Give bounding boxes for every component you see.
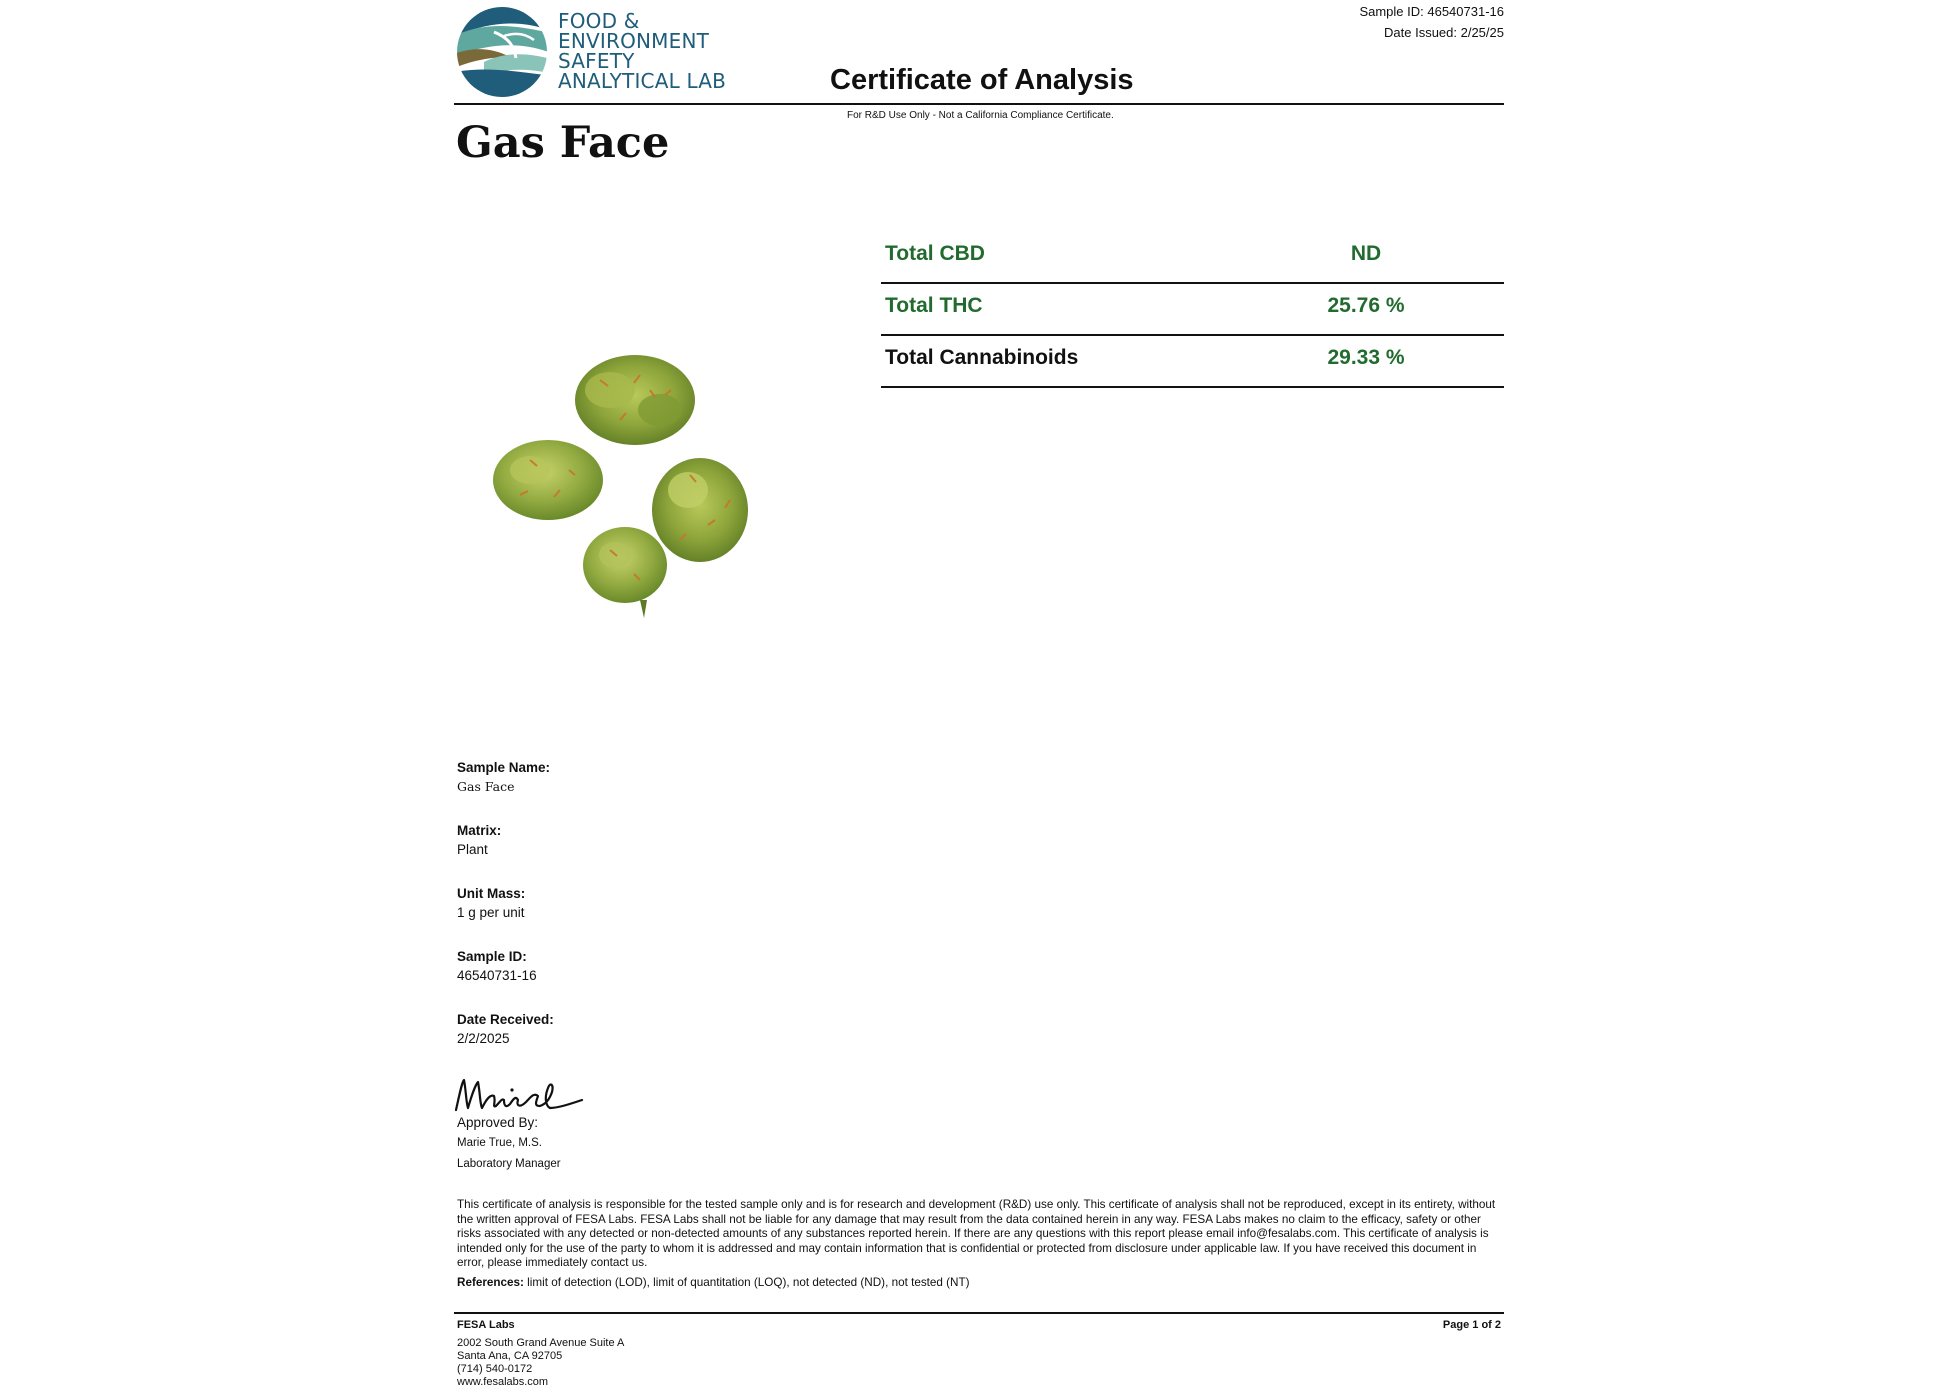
info-label: Sample ID: <box>457 949 527 964</box>
info-label: Matrix: <box>457 823 502 838</box>
info-label: Sample Name: <box>457 760 551 775</box>
footer-divider <box>454 1312 1504 1314</box>
info-date-received <box>457 1012 957 1075</box>
address-line: Santa Ana, CA 92705 <box>457 1350 563 1362</box>
info-label: Unit Mass: <box>457 886 526 901</box>
summary-label: Total CBD <box>885 242 985 265</box>
approver-title: Laboratory Manager <box>457 1158 561 1170</box>
logo-line-2: ENVIRONMENT <box>558 29 710 53</box>
logo-line-1: FOOD & <box>558 9 640 33</box>
info-value: 1 g per unit <box>457 905 525 920</box>
header-sample-id: Sample ID: 46540731-16 <box>1359 4 1504 19</box>
cannabis-buds-image <box>490 350 760 620</box>
address-line: 2002 South Grand Avenue Suite A <box>457 1337 625 1349</box>
references-label: References: <box>457 1276 524 1289</box>
info-value: Gas Face <box>457 779 515 794</box>
info-value: 2/2/2025 <box>457 1031 510 1046</box>
logo-wordmark <box>558 11 726 91</box>
summary-label: Total Cannabinoids <box>885 346 1079 369</box>
summary-label: Total THC <box>885 294 983 317</box>
header-date-issued: Date Issued: 2/25/25 <box>1384 25 1504 40</box>
compliance-note: For R&D Use Only - Not a California Compliance Certificate. <box>847 110 1114 121</box>
header-divider <box>454 103 1504 105</box>
summary-row-total-cannabinoids <box>881 336 1504 388</box>
logo-line-3: SAFETY <box>558 49 635 73</box>
info-sample-name <box>457 760 957 823</box>
approver-name: Marie True, M.S. <box>457 1137 542 1149</box>
logo-mark-icon <box>454 2 554 100</box>
info-matrix <box>457 823 957 886</box>
summary-value: 25.76 % <box>1327 294 1405 317</box>
info-sample-id <box>457 949 957 1012</box>
logo-line-4: ANALYTICAL LAB <box>558 69 727 93</box>
references-text: limit of detection (LOD), limit of quantitation (LOQ), not detected (ND), not tested (NT) <box>527 1276 970 1289</box>
disclaimer-text: This certificate of analysis is responsible for the tested sample only and is for research and development (R&D) use only. This certificate of analysis shall not be reproduced, except in its entirety, without the written approval of FESA Labs. FESA Labs shall not be liable for any damage that may result from the data contained herein in any way. FESA Labs makes no claim to the efficacy, safety or other risks associated with any detected or non-detected amounts of any substances reported herein. If there are any questions with this report please email info@fesalabs.com. This certificate of analysis is intended only for the use of the party to whom it is addressed and may contain information that is confidential or protected from disclosure under applicable law. If you have received this document in error, please immediately contact us. <box>457 1198 1496 1269</box>
summary-value: 29.33 % <box>1327 346 1405 369</box>
info-label: Date Received: <box>457 1012 554 1027</box>
page-title: Certificate of Analysis <box>830 64 1134 96</box>
product-name: Gas Face <box>456 118 670 168</box>
info-value: 46540731-16 <box>457 968 537 983</box>
footer-address <box>457 1337 624 1389</box>
summary-row-total-cbd <box>881 232 1504 284</box>
summary-value: ND <box>1350 242 1382 265</box>
sample-info <box>457 760 957 1075</box>
signature-image <box>454 1072 584 1116</box>
page-number: Page 1 of 2 <box>1442 1319 1501 1331</box>
website-link[interactable]: www.fesalabs.com <box>457 1376 549 1388</box>
cannabinoid-summary <box>881 232 1504 388</box>
references <box>457 1276 970 1289</box>
info-value: Plant <box>457 842 488 857</box>
fesa-logo <box>454 2 727 100</box>
footer-company: FESA Labs <box>457 1319 515 1331</box>
phone-number: (714) 540-0172 <box>457 1363 533 1375</box>
summary-row-total-thc <box>881 284 1504 336</box>
approved-by-label: Approved By: <box>457 1115 539 1130</box>
info-unit-mass <box>457 886 957 949</box>
